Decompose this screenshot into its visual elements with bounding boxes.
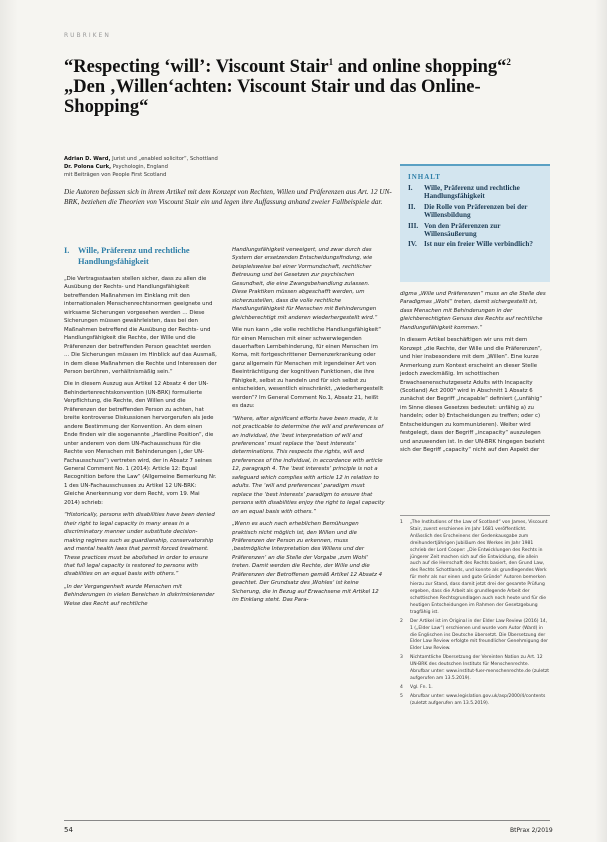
quote-paragraph: „Wenn es auch nach erheblichen Bemühungen praktisch nicht möglich ist, den Willen und die Präferenzen der Person zu erkennen, muss ‚bestmögliche Interpretation des Willens und der Präferenzen‘ an die Stelle der Vorgabe ‚zum Wohl‘ treten. Damit werden die Rechte, der Wille und die Präferenzen der Betroffenen gemäß Artikel 12 Absatz 4 geachtet. Der Grundsatz des ‚Wohles‘ ist keine Sicherung, die in Bezug auf Erwachsene mit Artikel 12 im Einklang steht. Das Para- [232,521,383,604]
body-paragraph: „Die Vertragsstaaten stellen sicher, dass zu allen die Ausübung der Rechts- und Handlungsfähigkeit betreffenden Maßnahmen im Einklang mit den internationalen Menschenrechtsnormen geeignete und wirksame Sicherungen vorgesehen werden … Diese Sicherungen müssen gewährleisten, dass bei den Maßnahmen betreffend die Ausübung der Rechts- und Handlungsfähigkeit die Rechte, der Wille und die Präferenzen der betreffenden Person geachtet werden … Die Sicherungen müssen im Hinblick auf das Ausmaß, in dem diese Maßnahmen die Rechte und Interessen der Person berühren, verhältnismäßig sein.“ [64,276,217,375]
body-column-1 [64,246,217,612]
toc-item[interactable]: IV. Ist nur ein freier Wille verbindlich? [408,240,533,249]
author-line: Dr. Polona Curk, Psychologin, England [64,164,168,170]
title-line-english: “Respecting ‘will’: Viscount Stair$^1$ and online shopping“$^2$ [64,57,511,78]
body-column-3 [400,290,550,459]
toc-item[interactable]: I. Wille, Präferenz und rechtliche Handlungsfähigkeit [408,184,520,201]
quote-paragraph: digma „Wille und Präferenzen“ muss an die Stelle des Paradigmas „Wohl“ treten, damit sichergestellt ist, dass Menschen mit Behinderungen in der gleichberechtigten Genuss des Rechts auf rechtliche Handlungsfähigkeit kommen.“ [400,291,546,331]
page-number: 54 [64,826,73,834]
footnote: 4 Vgl. Fn. 1. [400,684,433,690]
section-heading: I. Wille, Präferenz und rechtliche Handlungsfähigkeit [64,246,190,266]
page-fold-shadow-right [595,0,607,842]
abstract: Die Autoren befassen sich in ihrem Artikel mit dem Konzept von Rechten, Willen und Präferenzen aus Art. 12 UN-BRK, beziehen die Theorien von Viscount Stair ein und legen ihre Auffassung anhand zweier Fallbeispiele dar. [64,188,392,206]
footnote: 1 „The Institutions of the Law of Scotland“ von James, Viscount Stair, zuerst erschienen im Jahr 1681 veröffentlicht. Anlässlich des Erscheinens der Gedenkausgabe zum dreihundertjährigen Jubiläum des Werkes im Jahr 1981 schrieb der Lord Cooper: „Die Entwicklungen des Rechts in jüngerer Zeit machen sich auf die Entwicklung, die allein auch auf die Herrschaft des Rechts basiert, den Grund Law, des Rechts Schottlands, und konnte als grundlegendes Werk für mehr als nur einen und gute Gründe“ Autoren bemerken hierzu zur Stand, dass damit jetzt drei der gesamte Prüfung ergeben, dass die Arbeit als grundlegende Arbeit der schottischen Rechtsgrundlagen auch noch heute und für die heutigen Entscheidungen im Rahmen der Gesetzgebung tragfähig ist. [400,520,548,615]
footnote: 2 Der Artikel ist im Original in der Elder Law Review (2016) 14, 1 („Elder Law“) erschienen und wurde vom Autor (Ward) in die Englischen ins Deutsche übersetzt. Die Übersetzung der Elder Law Review erfolgte mit freundlicher Genehmigung der Elder Law Review. [400,618,548,652]
quote-paragraph: “Historically, persons with disabilities have been denied their right to legal capacity in many areas in a discriminatory manner under substitute decision-making regimes such as guardianship, conservatorship and mental health laws that permit forced treatment. These practices must be abolished in order to ensure that full legal capacity is restored to persons with disabilities on an equal basis with others.” [64,512,215,578]
author-line: Adrian D. Ward, Jurist und „enabled solicitor“, Schottland [64,156,218,162]
quote-paragraph: “Where, after significant efforts have been made, it is not practicable to determine the will and preferences of an individual, the ‘best interpretation of will and preferences’ must replace the ‘best interests’ determinations. This respects the rights, will and preferences of the individual, in accordance with article 12, paragraph 4. The ‘best interests’ principle is not a safeguard which complies with article 12 in relation to adults. The ‘will and preferences’ paradigm must replace the ‘best interests’ paradigm to ensure that persons with disabilities enjoy the right to legal capacity on an equal basis with others.” [232,415,385,515]
page-fold-shadow-left [0,0,18,842]
footnote: 3 Nichtamtliche Übersetzung der Vereinten Nation zu Art. 12 UN-BRK des deutschen Instituts für Menschenrechte. Abrufbar unter: www.institut-fuer-menschenrechte.de (zuletzt aufgerufen am 13.5.2019). [400,655,550,681]
footnotes [400,515,550,710]
toc-item[interactable]: III. Von den Präferenzen zur Willensäußerung [408,221,501,239]
title-line-german: „Den ‚Willen‘achten: Viscount Stair und das Online- [64,77,481,98]
toc-item[interactable]: II. Die Rolle von Präferenzen bei der Willensbildung [408,202,528,220]
footer-divider [64,820,550,821]
footnote-ref-2[interactable]: 2 [506,57,511,67]
author-line: mit Beiträgen von People First Scotland [64,172,167,178]
body-paragraph: In diesem Artikel beschäftigen wir uns mit dem Konzept „die Rechte, der Wille und die Präferenzen“, und hier insbesondere mit dem „Willen“. Eine kurze Anmerkung zum Kontext erscheint an dieser Stelle jedoch zweckmäßig. Im schottischen Erwachsenenschutzgesetz Adults with Incapacity (Scotland) Act 2000³ wird in Abschnitt 1 Absatz 6 zunächst der Begriff „incapable“ definiert („unfähig“ im Sinne dieses Gesetzes bedeutet: unfähig a) zu handeln; oder b) Entscheidungen zu treffen; oder c) Entscheidungen zu kommunizieren). Weiter wird festgelegt, dass der Begriff „incapacity“ auszulegen und anzuwenden ist. In der UN-BRK hingegen bezieht sich der Begriff „capacity“ nicht auf den Aspekt der [400,337,545,454]
quote-paragraph: „In der Vergangenheit wurde Menschen mit Behinderungen in vielen Bereichen in diskriminierender Weise das Recht auf rechtliche [64,583,215,607]
article-title [64,52,554,117]
footnote-ref-1[interactable]: 1 [328,57,334,67]
quote-paragraph: Handlungsfähigkeit verweigert, und zwar durch das System der ersetzenden Entscheidungsfindung, wie beispielsweise bei einer Vormundschaft, rechtlicher Betreuung und bei Gesetzen zur psychischen Gesundheit, die eine Zwangsbehandlung zulassen. Diese Praktiken müssen abgeschafft werden, um sicherzustellen, dass die volle rechtliche Handlungsfähigkeit für Menschen mit Behinderungen gleichberechtigt mit anderen wiederhergestellt wird.“ [232,247,378,321]
title-line-german-cont: Shopping“ [64,97,149,118]
footnote: 5 Abrufbar unter: www.legislation.gov.uk/asp/2000/4/contents (zuletzt aufgerufen am 13.5.2019). [400,693,546,706]
body-paragraph: Die in diesem Auszug aus Artikel 12 Absatz 4 der UN-Behindertenrechtskonvention (UN-BRK) formulierte Verpflichtung, die Rechte, den Willen und die Präferenzen der betreffenden Person zu achten, hat breite kontroverse Diskussionen hervorgerufen als jede andere Bestimmung der Konvention. An dem einen Ende finden wir die sogenannte „Hardline Position“, die unter anderem von dem UN-Fachausschuss für die Rechte von Menschen mit Behinderungen („der UN-Fachausschuss“) vertreten wird, der in Absatz 7 seines General Comment No. 1 (2014): Article 12: Equal Recognition before the Law“ (Allgemeine Bemerkung Nr. 1 des UN-Fachausschusses zu Artikel 12 UN-BRK: Gleiche Anerkennung vor dem Recht, vom 19. Mai 2014) schrieb: [64,381,217,506]
table-of-contents [400,164,550,282]
journal-issue: BtPrax 2/2019 [510,827,553,834]
section-rubric: RUBRIKEN [64,32,111,39]
author-list [64,155,394,179]
toc-title: INHALT [408,173,441,181]
body-column-2 [232,246,385,609]
body-paragraph: Wie nun kann „die volle rechtliche Handlungsfähigkeit“ für einen Menschen mit einer schwerwiegenden dauerhaften Lernbehinderung, für einen Menschen im Koma, mit fortgeschrittener Demenzerkrankung oder ganz allgemein für Menschen mit irgendeiner Art von Beeinträchtigung der kognitiven Funktionen, die ihre Fähigkeit, selbst zu handeln und für sich selbst zu entscheiden, wesentlich einschränkt, „wiederhergestellt werden“? Im General Comment No.1, Absatz 21, heißt es dazu: [232,327,384,410]
